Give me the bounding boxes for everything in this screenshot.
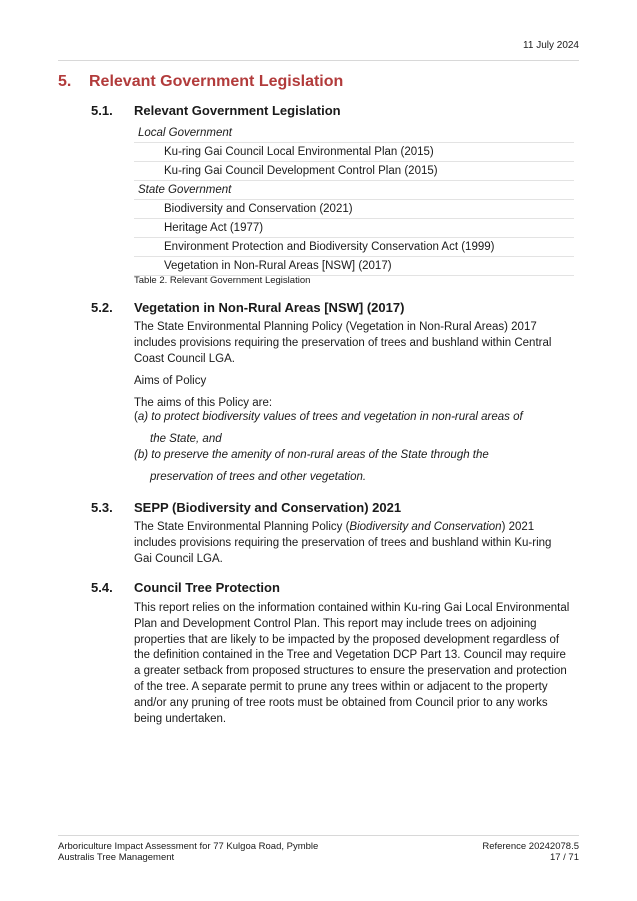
table-caption: Table 2. Relevant Government Legislation [134, 275, 311, 286]
subsection-title: Council Tree Protection [134, 580, 280, 595]
aim-b-line2: preservation of trees and other vegetation. [150, 471, 367, 483]
subsection-heading-5-3 [91, 500, 401, 515]
aim-a-line1: (a) to protect biodiversity values of trees and vegetation in non-rural areas of [134, 411, 523, 423]
subsection-number: 5.4. [91, 580, 113, 595]
footer-divider [58, 835, 579, 836]
legislation-table [134, 124, 574, 276]
subsection-heading-5-2 [91, 300, 404, 315]
paragraph-line: and/or any pruning of tree roots must be obtained from Council prior to any works [134, 696, 548, 709]
subsection-number: 5.2. [91, 300, 113, 315]
paragraph-line: being undertaken. [134, 712, 227, 725]
table-group-row: Local Government [134, 124, 574, 143]
s53-paragraph [134, 520, 579, 567]
paragraph-line: includes provisions requiring the preservation of trees and bushland within Central [134, 336, 552, 349]
paragraph-line: of the tree. A separate permit to prune any trees within or adjacent to the property [134, 680, 548, 693]
s54-paragraph [134, 601, 579, 727]
table-row: Heritage Act (1977) [134, 219, 574, 238]
subsection-heading-5-1 [91, 103, 341, 118]
paragraph-line: Gai Council LGA. [134, 552, 223, 565]
aims-intro: The aims of this Policy are: [134, 397, 273, 409]
section-title: Relevant Government Legislation [89, 73, 344, 90]
subsection-title: SEPP (Biodiversity and Conservation) 2021 [134, 500, 402, 515]
footer-report-title: Arboriculture Impact Assessment for 77 Kulgoa Road, Pymble [58, 841, 319, 852]
paragraph-line: a greater setback from proposed structures to ensure the preservation and protection [134, 665, 567, 678]
paragraph-line: This report relies on the information contained within Ku-ring Gai Local Environmental [134, 602, 570, 614]
header-divider [58, 60, 579, 61]
table-row: Ku-ring Gai Council Development Control Plan (2015) [134, 162, 574, 181]
header-date: 11 July 2024 [523, 40, 579, 51]
section-number: 5. [58, 73, 72, 90]
paragraph-line: Coast Council LGA. [134, 352, 235, 365]
s52-paragraph [134, 320, 579, 367]
subsection-title: Vegetation in Non-Rural Areas [NSW] (2017) [134, 300, 405, 315]
subsection-number: 5.3. [91, 500, 113, 515]
paragraph-line: includes provisions requiring the preservation of trees and bushland within Ku-ring [134, 536, 552, 549]
table-row: Vegetation in Non-Rural Areas [NSW] (2017) [134, 257, 574, 276]
table-row: Environment Protection and Biodiversity Conservation Act (1999) [134, 238, 574, 257]
paragraph-line: the definition contained in the Tree and Vegetation DCP Part 13. Council may require [134, 649, 566, 662]
footer-right [482, 841, 579, 863]
aim-a-line2: the State, and [150, 433, 222, 445]
aims-heading: Aims of Policy [134, 375, 207, 387]
footer-company: Australis Tree Management [58, 852, 175, 863]
aim-b-line1: (b) to preserve the amenity of non-rural areas of the State through the [134, 449, 489, 461]
table-row: Biodiversity and Conservation (2021) [134, 200, 574, 219]
section-heading [58, 73, 343, 91]
footer-reference: Reference 20242078.5 [482, 841, 579, 852]
footer-page-number: 17 / 71 [549, 852, 579, 863]
footer-left [58, 841, 318, 863]
table-row: Ku-ring Gai Council Local Environmental Plan (2015) [134, 143, 574, 162]
subsection-number: 5.1. [91, 103, 113, 118]
paragraph-line: properties that are likely to be impacted by the proposed development regardless of [134, 633, 560, 646]
paragraph-line: The State Environmental Planning Policy (Biodiversity and Conservation) 2021 [134, 521, 535, 533]
subsection-heading-5-4 [91, 580, 280, 595]
paragraph-line: The State Environmental Planning Policy (Vegetation in Non-Rural Areas) 2017 [134, 321, 537, 333]
subsection-title: Relevant Government Legislation [134, 103, 341, 118]
table-group-row: State Government [134, 181, 574, 200]
paragraph-line: Plan and Development Control Plan. This report may include trees on adjoining [134, 617, 537, 630]
